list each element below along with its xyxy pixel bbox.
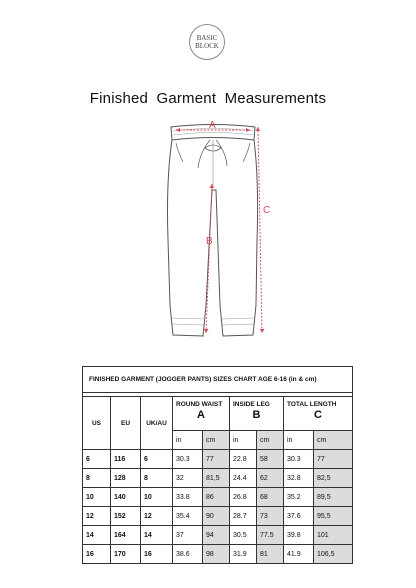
table-cell: 62 (257, 469, 284, 488)
table-row (83, 450, 353, 469)
table-cell: 140 (111, 488, 141, 507)
table-cell: 77.5 (257, 526, 284, 545)
table-cell: 10 (83, 488, 111, 507)
header-ukau: UK/AU (141, 397, 173, 450)
group-letter: C (314, 409, 322, 421)
table-cell: 10 (141, 488, 173, 507)
table-row (83, 526, 353, 545)
measure-c-line (258, 127, 262, 333)
table-cell: 28.7 (230, 507, 257, 526)
drawstring (198, 140, 227, 168)
table-cell: 81,5 (203, 469, 230, 488)
table-cell: 106,5 (314, 545, 353, 564)
table-cell: 12 (83, 507, 111, 526)
right-cuff (221, 318, 255, 325)
table-cell: 37.6 (284, 507, 314, 526)
size-rows (83, 450, 353, 564)
table-cell: 32 (173, 469, 203, 488)
table-cell: 8 (141, 469, 173, 488)
table-cell: 26.8 (230, 488, 257, 507)
header-eu: EU (111, 397, 141, 450)
unit-cm: cm (314, 431, 353, 450)
logo-line-2: BLOCK (195, 42, 219, 50)
unit-in: in (284, 431, 314, 450)
group-letter: A (197, 409, 205, 421)
table-cell: 90 (203, 507, 230, 526)
measure-b-line (206, 184, 212, 333)
table-cell: 95,5 (314, 507, 353, 526)
title-word-3: Measurements (224, 90, 327, 107)
table-cell: 30.5 (230, 526, 257, 545)
table-cell: 116 (111, 450, 141, 469)
size-table (82, 366, 353, 564)
table-cell: 30.3 (173, 450, 203, 469)
table-cell: 94 (203, 526, 230, 545)
table-cell: 33.8 (173, 488, 203, 507)
table-cell: 8 (83, 469, 111, 488)
title-word-2: Garment (156, 90, 217, 107)
group-label: INSIDE LEG (233, 401, 270, 408)
header-round-waist (173, 397, 230, 431)
table-cell: 68 (257, 488, 284, 507)
table-cell: 73 (257, 507, 284, 526)
left-cuff (171, 318, 205, 325)
table-cell: 32.8 (284, 469, 314, 488)
table-row (83, 488, 353, 507)
measure-c-label: C (263, 205, 271, 216)
left-pocket (176, 143, 183, 162)
table-cell: 12 (141, 507, 173, 526)
table-caption: FINISHED GARMENT (JOGGER PANTS) SIZES CHART AGE 6-16 (in & cm) (83, 367, 353, 393)
table-cell: 35.2 (284, 488, 314, 507)
group-label: ROUND WAIST (176, 401, 223, 408)
group-label: TOTAL LENGTH (287, 401, 337, 408)
table-cell: 82,5 (314, 469, 353, 488)
table-cell: 128 (111, 469, 141, 488)
table-cell: 37 (173, 526, 203, 545)
table-cell: 6 (141, 450, 173, 469)
table-cell: 6 (83, 450, 111, 469)
table-row (83, 507, 353, 526)
table-cell: 14 (83, 526, 111, 545)
header-us: US (83, 397, 111, 450)
table-cell: 98 (203, 545, 230, 564)
unit-in: in (230, 431, 257, 450)
table-cell: 86 (203, 488, 230, 507)
table-cell: 35.4 (173, 507, 203, 526)
table-cell: 58 (257, 450, 284, 469)
measure-b-label: B (206, 236, 213, 247)
right-pocket (243, 143, 250, 162)
table-cell: 101 (314, 526, 353, 545)
unit-cm: cm (257, 431, 284, 450)
table-cell: 30.3 (284, 450, 314, 469)
size-chart (82, 366, 352, 564)
table-cell: 38.6 (173, 545, 203, 564)
table-cell: 22.8 (230, 450, 257, 469)
header-inside-leg (230, 397, 284, 431)
table-cell: 16 (141, 545, 173, 564)
table-cell: 152 (111, 507, 141, 526)
table-cell: 31.9 (230, 545, 257, 564)
table-row (83, 545, 353, 564)
measure-a-label: A (209, 120, 216, 131)
unit-in: in (173, 431, 203, 450)
unit-cm: cm (203, 431, 230, 450)
table-cell: 16 (83, 545, 111, 564)
logo-line-1: BASIC (196, 34, 218, 42)
table-row (83, 469, 353, 488)
table-cell: 41.9 (284, 545, 314, 564)
table-cell: 164 (111, 526, 141, 545)
group-letter: B (252, 409, 261, 421)
title-word-1: Finished (89, 90, 149, 107)
table-cell: 14 (141, 526, 173, 545)
table-cell: 81 (257, 545, 284, 564)
header-total-length (284, 397, 353, 431)
table-cell: 77 (314, 450, 353, 469)
table-cell: 170 (111, 545, 141, 564)
table-cell: 39.8 (284, 526, 314, 545)
table-cell: 77 (203, 450, 230, 469)
table-cell: 89,5 (314, 488, 353, 507)
table-cell: 24.4 (230, 469, 257, 488)
